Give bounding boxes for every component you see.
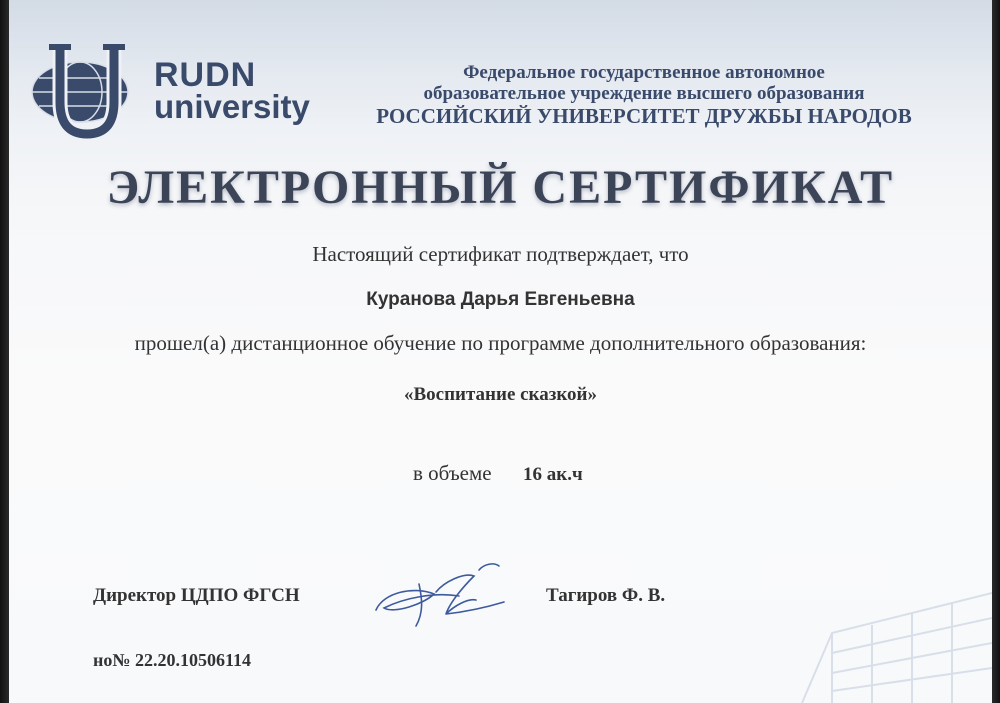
person-name: Куранова Дарья Евгеньевна — [366, 289, 635, 310]
org-line-3: РОССИЙСКИЙ УНИВЕРСИТЕТ ДРУЖБЫ НАРОДОВ — [376, 103, 912, 128]
director-signature — [364, 562, 514, 632]
organization-header — [349, 62, 939, 128]
director-title: Директор ЦДПО ФГСН — [93, 585, 300, 606]
volume-label: в объеме — [413, 461, 492, 485]
logo-university: university — [154, 88, 310, 125]
program-name: «Воспитание сказкой» — [403, 384, 597, 405]
certificate-page — [9, 0, 992, 703]
passed-text: прошел(а) дистанционное обучение по программе дополнительного образования: — [134, 331, 867, 355]
certificate-title: ЭЛЕКТРОННЫЙ СЕРТИФИКАТ — [106, 161, 895, 214]
logo-rudn: RUDN — [154, 56, 257, 94]
confirm-text: Настоящий сертификат подтверждает, что — [312, 242, 689, 266]
right-border — [992, 0, 1000, 703]
left-border — [0, 0, 9, 703]
hours-value: 16 ак.ч — [523, 464, 583, 485]
director-name: Тагиров Ф. В. — [546, 585, 666, 606]
building-watermark — [792, 573, 992, 703]
rudn-logo-text — [154, 58, 310, 123]
certificate-number: но№ 22.20.10506114 — [93, 650, 251, 670]
org-line-1: Федеральное государственное автономное — [463, 62, 825, 83]
rudn-logo-emblem — [25, 40, 150, 140]
org-line-2: образовательное учреждение высшего образования — [423, 83, 865, 105]
